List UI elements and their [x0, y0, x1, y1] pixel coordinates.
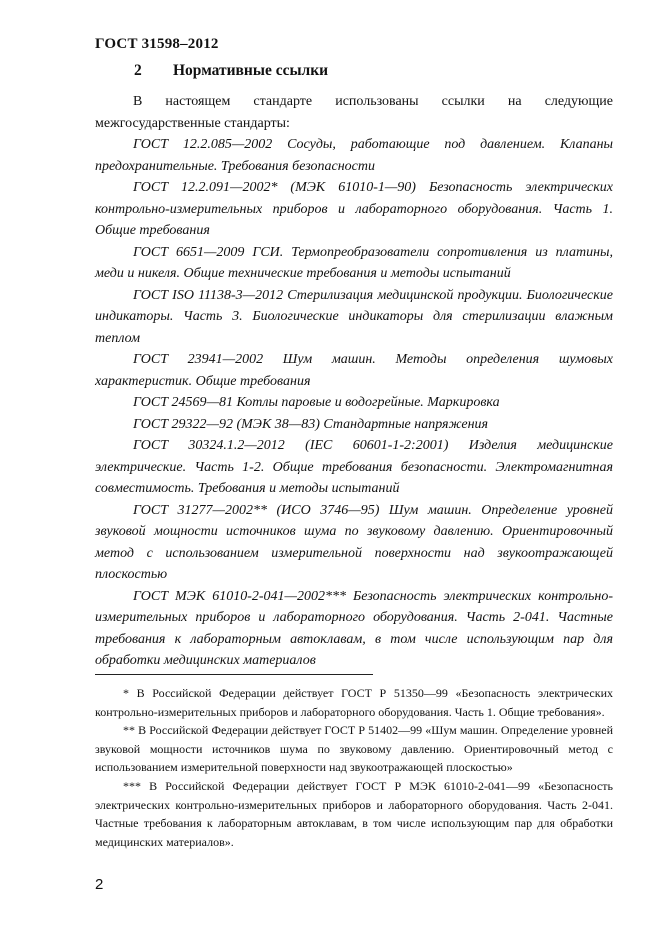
reference-item: ГОСТ 30324.1.2—2012 (IEC 60601-1-2:2001) Изделия медицинские электрические. Часть 1-2. Общие требования безопасности. Электромагнитная совместимость. Требования и методы испытаний [95, 438, 613, 496]
reference-item: ГОСТ 24569—81 Котлы паровые и водогрейные. Маркировка [133, 395, 500, 410]
section-number: 2 [134, 62, 142, 79]
reference-item: ГОСТ 12.2.091—2002* (МЭК 61010-1—90) Безопасность электрических контрольно-измерительных приборов и лабораторного оборудования. Часть 1. Общие требования [95, 180, 613, 238]
footnote-item: * В Российской Федерации действует ГОСТ Р 51350—99 «Безопасность электрических контрольно-измерительных приборов и лабораторного оборудования. Часть 1. Общие требования». [95, 686, 613, 719]
footnotes [95, 684, 613, 851]
footnote-item: ** В Российской Федерации действует ГОСТ Р 51402—99 «Шум машин. Определение уровней звуковой мощности источников шума по звуковому давлению. Ориентировочный метод с использованием измерительной поверхности над звукоотражающей плоскостью» [95, 723, 613, 775]
section-body [95, 91, 613, 672]
reference-item: ГОСТ 12.2.085—2002 Сосуды, работающие под давлением. Клапаны предохранительные. Требования безопасности [95, 137, 613, 174]
section-heading [134, 62, 328, 80]
intro-paragraph: В настоящем стандарте использованы ссылки на следующие межгосударственные стандарты: [95, 94, 613, 131]
section-title: Нормативные ссылки [173, 62, 329, 79]
reference-item: ГОСТ 29322—92 (МЭК 38—83) Стандартные напряжения [133, 416, 489, 432]
reference-item: ГОСТ МЭК 61010-2-041—2002*** Безопасность электрических контрольно-измерительных приборов и лабораторного оборудования. Часть 2-041. Частные требования к лабораторным автоклавам, в том числе использующим пар для обработки медицинских материалов [95, 588, 613, 668]
reference-item: ГОСТ 31277—2002** (ИСО 3746—95) Шум машин. Определение уровней звуковой мощности источников шума по звуковому давлению. Ориентировочный метод с использованием измерительной поверхности над звукоотражающей плоскостью [95, 502, 613, 582]
reference-item: ГОСТ ISO 11138-3—2012 Стерилизация медицинской продукции. Биологические индикаторы. Часть 3. Биологические индикаторы для стерилизации влажным теплом [95, 287, 613, 346]
reference-item: ГОСТ 6651—2009 ГСИ. Термопреобразователи сопротивления из платины, меди и никеля. Общие технические требования и методы испытаний [95, 244, 613, 281]
footnote-divider [95, 674, 373, 675]
footnote-item: *** В Российской Федерации действует ГОСТ Р МЭК 61010-2-041—99 «Безопасность электрических контрольно-измерительных приборов и лабораторного оборудования. Часть 2-041. Частные требования к лабораторным автоклавам, в том числе использующим пар для обработки медицинских материалов». [95, 778, 613, 849]
reference-item: ГОСТ 23941—2002 Шум машин. Методы определения шумовых характеристик. Общие требования [95, 352, 613, 389]
document-code-header: ГОСТ 31598–2012 [95, 36, 219, 52]
page-number: 2 [95, 876, 104, 893]
